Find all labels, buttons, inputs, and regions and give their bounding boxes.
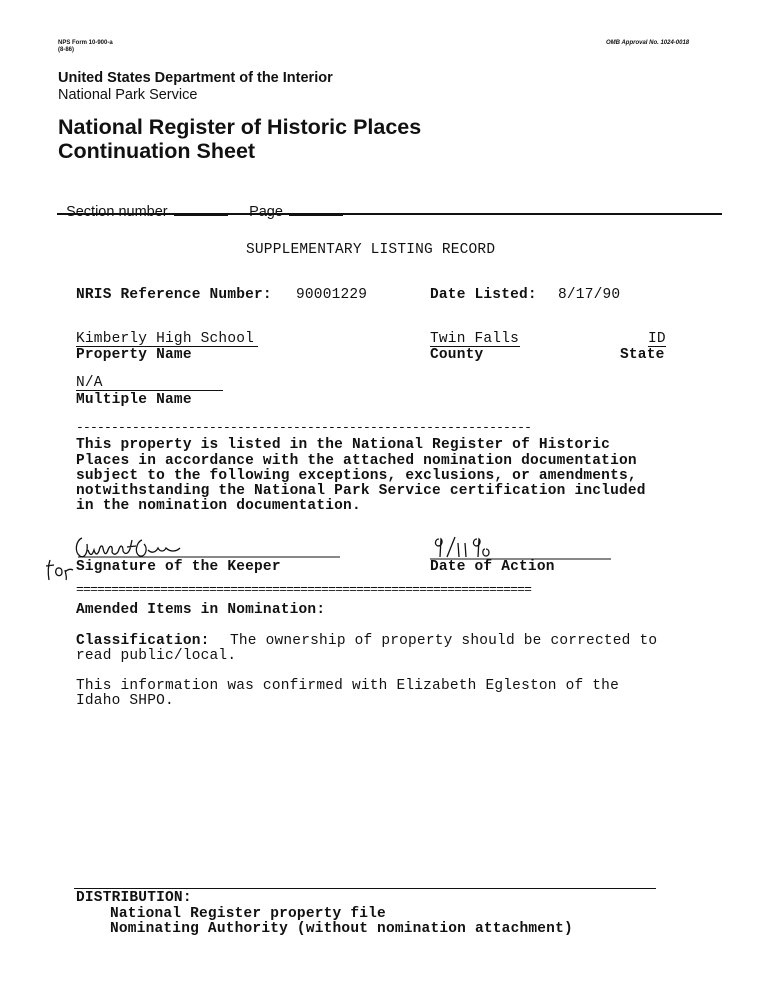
nris-label: NRIS Reference Number: — [76, 287, 272, 303]
property-name-value: Kimberly High School — [76, 332, 258, 347]
confirmation-line2: Idaho SHPO. — [76, 693, 174, 709]
double-separator: ================================================================= — [76, 585, 532, 595]
form-revision: (8-86) — [58, 47, 75, 53]
page-title-line2: Continuation Sheet — [58, 139, 256, 163]
statement-line-4: notwithstanding the National Park Service certification included — [76, 483, 646, 499]
classification-label: Classification: — [76, 633, 210, 649]
statement-line-1: This property is listed in the National Register of Historic — [76, 437, 611, 453]
section-number-field — [58, 188, 228, 220]
statement-line-3: subject to the following exceptions, exclusions, or amendments, — [76, 468, 637, 484]
form-number: NPS Form 10-900-a — [58, 40, 113, 46]
signature-label: Signature of the Keeper — [76, 559, 281, 575]
page-field — [241, 188, 343, 220]
confirmation-line1: This information was confirmed with Elizabeth Egleston of the — [76, 678, 619, 694]
state-value: ID — [648, 331, 666, 347]
property-name-label: Property Name — [76, 347, 192, 363]
department-name: United States Department of the Interior — [58, 70, 333, 86]
amended-items-heading: Amended Items in Nomination: — [76, 602, 326, 618]
statement-line-2: Places in accordance with the attached nomination documentation — [76, 453, 637, 469]
state-label: State — [620, 347, 665, 363]
distribution-divider — [74, 888, 656, 889]
county-value: Twin Falls — [430, 331, 520, 347]
multiple-name-label: Multiple Name — [76, 392, 192, 408]
classification-text-line1: The ownership of property should be corrected to — [230, 633, 658, 649]
header-divider — [57, 213, 722, 215]
distribution-item: National Register property file — [110, 906, 386, 922]
distribution-item: Nominating Authority (without nomination attachment) — [110, 921, 573, 937]
statement-line-5: in the nomination documentation. — [76, 498, 361, 514]
date-of-action-label: Date of Action — [430, 559, 555, 575]
page-label: Page — [249, 204, 283, 220]
multiple-name-value: N/A — [76, 376, 223, 391]
county-label: County — [430, 347, 484, 363]
nris-value: 90001229 — [296, 287, 368, 303]
dash-separator: ----------------------------------------------------------------- — [76, 420, 532, 435]
classification-text-line2: read public/local. — [76, 648, 237, 664]
date-listed-value: 8/17/90 — [558, 287, 621, 303]
agency-name: National Park Service — [58, 87, 198, 103]
record-heading: SUPPLEMENTARY LISTING RECORD — [246, 242, 496, 258]
page-title-line1: National Register of Historic Places — [58, 115, 422, 139]
date-listed-label: Date Listed: — [430, 287, 537, 303]
distribution-label: DISTRIBUTION: — [76, 890, 192, 906]
omb-approval: OMB Approval No. 1024-0018 — [606, 40, 690, 46]
section-number-label: Section number — [66, 204, 168, 220]
